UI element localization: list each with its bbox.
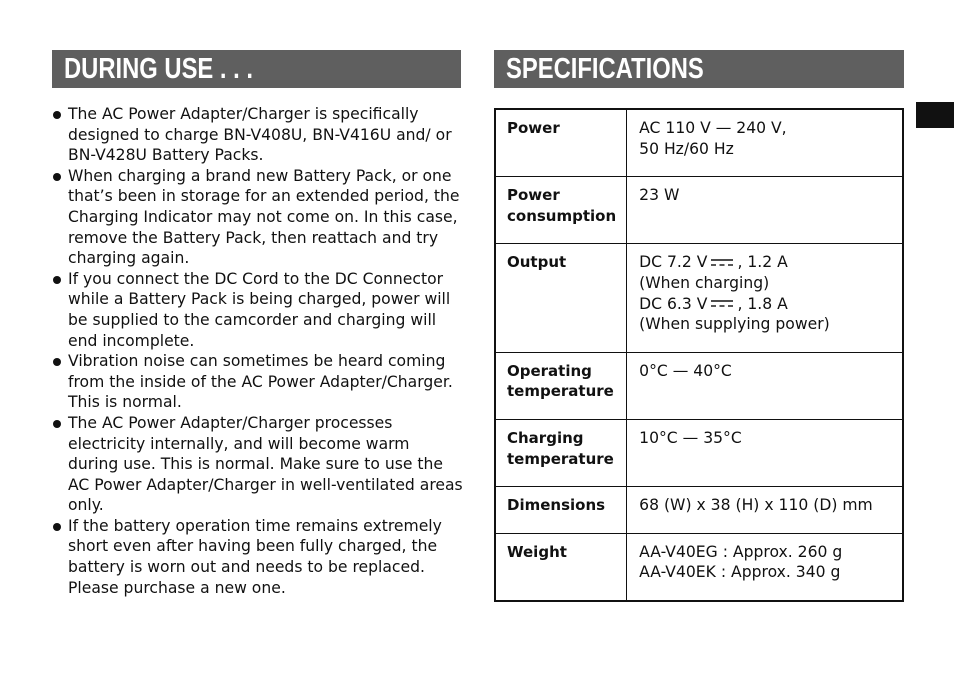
dimensions-value: 68 (W) x 38 (H) x 110 (D) mm xyxy=(627,487,903,534)
bullet-icon xyxy=(53,420,61,428)
dc-symbol-icon xyxy=(711,299,733,309)
table-row xyxy=(495,533,903,601)
bullet-icon xyxy=(53,523,61,531)
output-label: Output xyxy=(495,244,627,352)
during-use-heading: DURING USE . . . xyxy=(52,50,461,88)
power-label: Power xyxy=(495,109,627,177)
operating-temperature-label: Operating temperature xyxy=(495,352,627,419)
list-item: Vibration noise can sometimes be heard coming from the inside of the AC Power Adapter/Charger. This is normal. xyxy=(52,351,464,413)
power-value: AC 110 V — 240 V, 50 Hz/60 Hz xyxy=(627,109,903,177)
table-row xyxy=(495,177,903,244)
page-tab-marker xyxy=(916,102,954,128)
bullet-icon xyxy=(53,111,61,119)
weight-label: Weight xyxy=(495,533,627,601)
weight-value: AA-V40EG : Approx. 260 g AA-V40EK : Approx. 340 g xyxy=(627,533,903,601)
list-item: The AC Power Adapter/Charger is specifically designed to charge BN-V408U, BN-V416U and/ or BN-V428U Battery Packs. xyxy=(52,104,464,166)
specifications-table xyxy=(494,108,904,602)
table-row xyxy=(495,244,903,352)
table-row xyxy=(495,419,903,486)
bullet-icon xyxy=(53,276,61,284)
table-row xyxy=(495,352,903,419)
table-row xyxy=(495,487,903,534)
bullet-icon xyxy=(53,358,61,366)
list-item: The AC Power Adapter/Charger processes electricity internally, and will become warm during use. This is normal. Make sure to use the AC Power Adapter/Charger in well-ventilated areas only. xyxy=(52,413,464,516)
list-item: When charging a brand new Battery Pack, or one that’s been in storage for an extended period, the Charging Indicator may not come on. In this case, remove the Battery Pack, then reattach and try charging again. xyxy=(52,166,464,269)
list-item: If the battery operation time remains extremely short even after having been fully charged, the battery is worn out and needs to be replaced. Please purchase a new one. xyxy=(52,516,464,598)
dimensions-label: Dimensions xyxy=(495,487,627,534)
charging-temperature-label: Charging temperature xyxy=(495,419,627,486)
power-consumption-label: Power consumption xyxy=(495,177,627,244)
power-consumption-value: 23 W xyxy=(627,177,903,244)
output-value: DC 7.2 V , 1.2 A (When charging) DC 6.3 V , 1.8 A (When supplying power) xyxy=(627,244,903,352)
list-item: If you connect the DC Cord to the DC Connector while a Battery Pack is being charged, power will be supplied to the camcorder and charging will end incomplete. xyxy=(52,269,464,351)
table-row xyxy=(495,109,903,177)
usage-notes-list xyxy=(52,104,464,598)
specifications-heading: SPECIFICATIONS xyxy=(494,50,904,88)
dc-symbol-icon xyxy=(711,258,733,268)
operating-temperature-value: 0°C — 40°C xyxy=(627,352,903,419)
charging-temperature-value: 10°C — 35°C xyxy=(627,419,903,486)
bullet-icon xyxy=(53,173,61,181)
